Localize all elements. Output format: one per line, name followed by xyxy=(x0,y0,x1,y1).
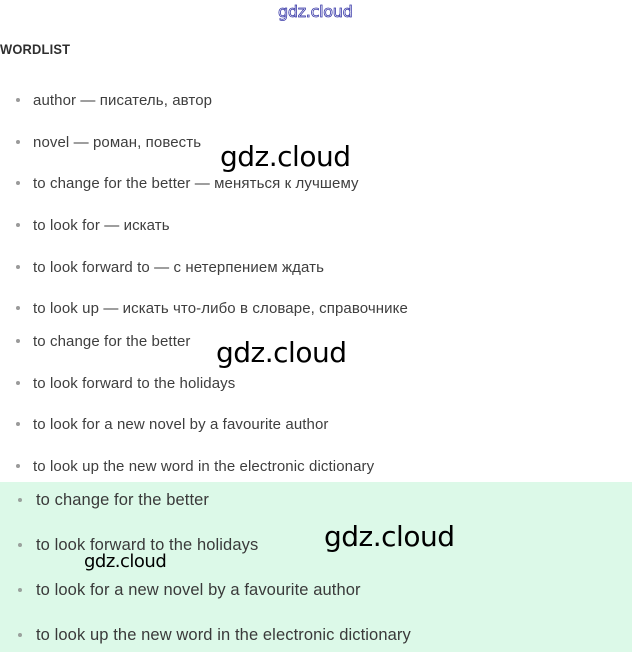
list-item-text: to look for a new novel by a favourite author xyxy=(33,415,329,433)
list-item xyxy=(16,413,329,435)
list-item xyxy=(16,455,374,477)
list-item-text: to look for — искать xyxy=(33,216,170,234)
bullet-icon xyxy=(18,633,22,637)
bullet-icon xyxy=(16,422,20,426)
list-item xyxy=(18,624,411,646)
list-item xyxy=(16,89,212,111)
list-item-text: author — писатель, автор xyxy=(33,91,213,109)
bullet-icon xyxy=(16,381,20,385)
bullet-icon xyxy=(16,140,20,144)
list-item xyxy=(16,172,359,194)
list-item xyxy=(16,131,201,153)
list-item-text: to change for the better xyxy=(36,490,210,509)
list-item-text: to change for the better — меняться к лучшему xyxy=(33,174,359,192)
list-item-text: to look up the new word in the electronic dictionary xyxy=(36,625,411,644)
watermark-overlay: gdz.cloud xyxy=(324,520,455,553)
list-item xyxy=(16,214,170,236)
bullet-icon xyxy=(18,498,22,502)
watermark-overlay: gdz.cloud xyxy=(220,140,351,173)
bullet-icon xyxy=(16,265,20,269)
list-item xyxy=(18,579,361,601)
bullet-icon xyxy=(18,543,22,547)
list-item xyxy=(16,297,408,319)
list-item xyxy=(16,372,235,394)
bullet-icon xyxy=(16,464,20,468)
watermark-overlay: gdz.cloud xyxy=(216,336,347,369)
bullet-icon xyxy=(16,339,20,343)
list-item-text: to look up the new word in the electronic dictionary xyxy=(33,457,375,475)
list-item-text: to look up — искать что-либо в словаре, справочнике xyxy=(33,299,408,317)
bullet-icon xyxy=(18,588,22,592)
list-item-text: to change for the better xyxy=(33,332,191,350)
bullet-icon xyxy=(16,223,20,227)
list-item xyxy=(16,256,324,278)
list-item xyxy=(16,330,191,352)
list-item-text: to look for a new novel by a favourite author xyxy=(36,580,361,599)
bullet-icon xyxy=(16,306,20,310)
list-item xyxy=(18,489,209,511)
list-item-text: to look forward to the holidays xyxy=(33,374,236,392)
bullet-icon xyxy=(16,98,20,102)
bullet-icon xyxy=(16,181,20,185)
list-item-text: to look forward to the holidays xyxy=(36,535,259,554)
watermark-top: gdz.cloud xyxy=(278,2,353,21)
list-item-text: to look forward to — с нетерпением ждать xyxy=(33,258,325,276)
list-item-text: novel — роман, повесть xyxy=(33,133,202,151)
watermark-overlay: gdz.cloud xyxy=(84,551,167,572)
wordlist-heading: WORDLIST xyxy=(0,41,71,57)
